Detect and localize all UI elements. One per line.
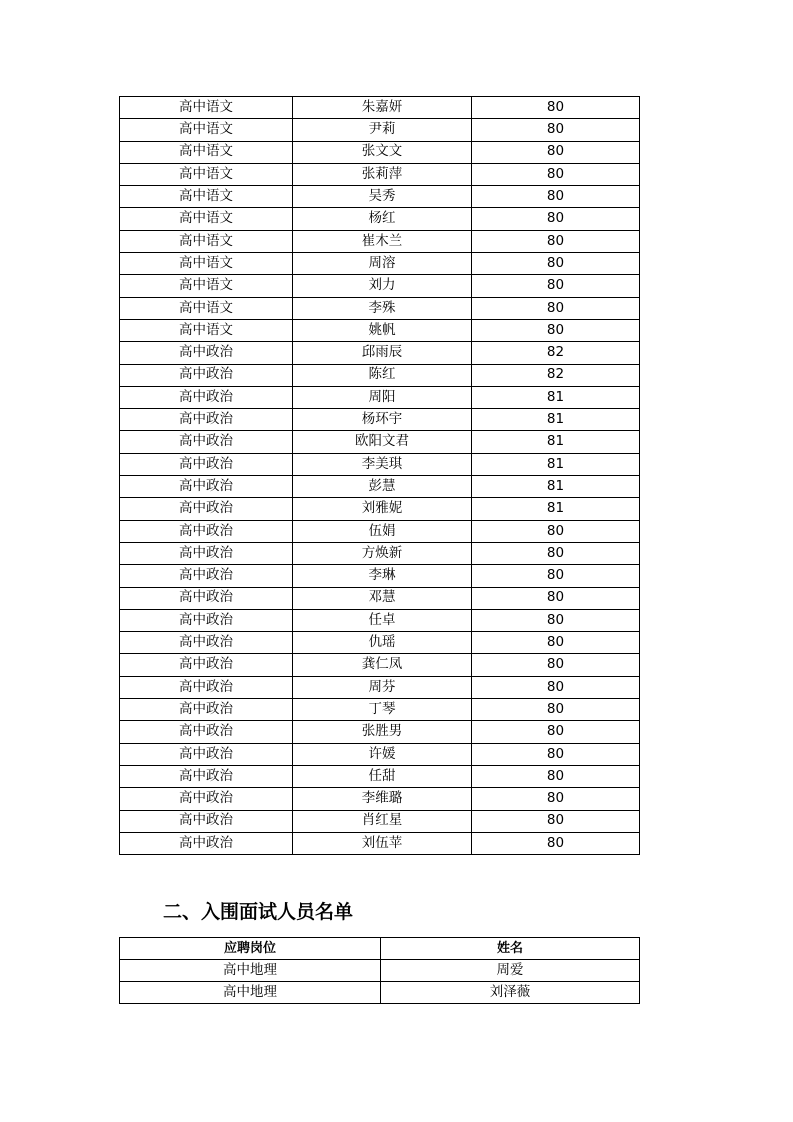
table-row <box>120 275 640 297</box>
subject-cell: 高中语文 <box>120 253 293 275</box>
name-cell: 肖红星 <box>293 810 472 832</box>
name-cell: 吴秀 <box>293 186 472 208</box>
score-cell: 80 <box>472 810 640 832</box>
table-row <box>120 632 640 654</box>
score-cell: 80 <box>472 186 640 208</box>
score-cell: 80 <box>472 163 640 185</box>
name-cell: 李维璐 <box>293 788 472 810</box>
subject-cell: 高中政治 <box>120 520 293 542</box>
name-cell: 龚仁凤 <box>293 654 472 676</box>
name-cell: 刘雅妮 <box>293 498 472 520</box>
name-cell: 刘力 <box>293 275 472 297</box>
subject-cell: 高中政治 <box>120 498 293 520</box>
name-cell: 仇瑶 <box>293 632 472 654</box>
name-cell: 张胜男 <box>293 721 472 743</box>
name-cell: 周爱 <box>381 960 640 982</box>
table-row <box>120 476 640 498</box>
subject-cell: 高中政治 <box>120 409 293 431</box>
subject-cell: 高中语文 <box>120 141 293 163</box>
table-row <box>120 119 640 141</box>
score-cell: 82 <box>472 342 640 364</box>
score-cell: 80 <box>472 765 640 787</box>
score-cell: 81 <box>472 431 640 453</box>
subject-cell: 高中政治 <box>120 386 293 408</box>
name-cell: 刘泽薇 <box>381 982 640 1004</box>
name-cell: 张莉萍 <box>293 163 472 185</box>
name-cell: 李殊 <box>293 297 472 319</box>
subject-cell: 高中政治 <box>120 431 293 453</box>
name-cell: 朱嘉妍 <box>293 97 472 119</box>
score-cell: 80 <box>472 832 640 854</box>
score-cell: 80 <box>472 119 640 141</box>
table-row <box>120 186 640 208</box>
table-row <box>120 788 640 810</box>
table-row <box>120 498 640 520</box>
table-row <box>120 654 640 676</box>
score-cell: 80 <box>472 721 640 743</box>
name-cell: 杨环宇 <box>293 409 472 431</box>
score-cell: 80 <box>472 587 640 609</box>
table-row <box>120 386 640 408</box>
name-cell: 许媛 <box>293 743 472 765</box>
score-cell: 81 <box>472 409 640 431</box>
table-row <box>120 743 640 765</box>
table-row <box>120 141 640 163</box>
subject-cell: 高中语文 <box>120 119 293 141</box>
score-cell: 80 <box>472 520 640 542</box>
score-table <box>119 96 640 855</box>
score-cell: 81 <box>472 386 640 408</box>
table-row <box>120 721 640 743</box>
header-position: 应聘岗位 <box>120 938 381 960</box>
table-row <box>120 431 640 453</box>
name-cell: 任卓 <box>293 609 472 631</box>
name-cell: 周溶 <box>293 253 472 275</box>
subject-cell: 高中政治 <box>120 587 293 609</box>
subject-cell: 高中政治 <box>120 810 293 832</box>
subject-cell: 高中政治 <box>120 364 293 386</box>
score-cell: 80 <box>472 253 640 275</box>
name-cell: 伍娟 <box>293 520 472 542</box>
table-row <box>120 97 640 119</box>
interview-table <box>119 937 640 1004</box>
table-row <box>120 409 640 431</box>
table-row <box>120 520 640 542</box>
score-cell: 80 <box>472 609 640 631</box>
table-row <box>120 832 640 854</box>
table-row <box>120 208 640 230</box>
table-row <box>120 565 640 587</box>
score-cell: 80 <box>472 97 640 119</box>
table-row <box>120 364 640 386</box>
table-row <box>120 253 640 275</box>
subject-cell: 高中政治 <box>120 632 293 654</box>
subject-cell: 高中语文 <box>120 275 293 297</box>
name-cell: 刘伍苹 <box>293 832 472 854</box>
subject-cell: 高中语文 <box>120 186 293 208</box>
name-cell: 崔木兰 <box>293 230 472 252</box>
score-cell: 81 <box>472 476 640 498</box>
subject-cell: 高中政治 <box>120 743 293 765</box>
subject-cell: 高中政治 <box>120 676 293 698</box>
subject-cell: 高中政治 <box>120 476 293 498</box>
table-row <box>120 587 640 609</box>
table-row <box>120 609 640 631</box>
subject-cell: 高中政治 <box>120 788 293 810</box>
subject-cell: 高中政治 <box>120 654 293 676</box>
score-cell: 80 <box>472 654 640 676</box>
table-row <box>120 297 640 319</box>
subject-cell: 高中语文 <box>120 163 293 185</box>
name-cell: 姚帆 <box>293 319 472 341</box>
name-cell: 丁琴 <box>293 699 472 721</box>
score-cell: 80 <box>472 788 640 810</box>
score-cell: 80 <box>472 565 640 587</box>
subject-cell: 高中语文 <box>120 297 293 319</box>
table-row <box>120 676 640 698</box>
score-cell: 80 <box>472 297 640 319</box>
score-cell: 81 <box>472 498 640 520</box>
name-cell: 邱雨辰 <box>293 342 472 364</box>
name-cell: 邓慧 <box>293 587 472 609</box>
table-row <box>120 319 640 341</box>
subject-cell: 高中语文 <box>120 230 293 252</box>
score-cell: 81 <box>472 453 640 475</box>
score-cell: 80 <box>472 699 640 721</box>
name-cell: 杨红 <box>293 208 472 230</box>
header-name: 姓名 <box>381 938 640 960</box>
table-row <box>120 230 640 252</box>
name-cell: 尹莉 <box>293 119 472 141</box>
subject-cell: 高中语文 <box>120 97 293 119</box>
subject-cell: 高中政治 <box>120 609 293 631</box>
subject-cell: 高中政治 <box>120 342 293 364</box>
subject-cell: 高中政治 <box>120 565 293 587</box>
interview-table-header-row <box>120 938 640 960</box>
table-row <box>120 542 640 564</box>
score-cell: 80 <box>472 319 640 341</box>
table-row <box>120 699 640 721</box>
score-cell: 80 <box>472 230 640 252</box>
table-row <box>120 163 640 185</box>
name-cell: 李琳 <box>293 565 472 587</box>
position-cell: 高中地理 <box>120 982 381 1004</box>
score-cell: 82 <box>472 364 640 386</box>
subject-cell: 高中语文 <box>120 319 293 341</box>
subject-cell: 高中政治 <box>120 453 293 475</box>
score-cell: 80 <box>472 275 640 297</box>
table-row <box>120 982 640 1004</box>
name-cell: 彭慧 <box>293 476 472 498</box>
subject-cell: 高中政治 <box>120 765 293 787</box>
name-cell: 陈红 <box>293 364 472 386</box>
name-cell: 任甜 <box>293 765 472 787</box>
score-table-body <box>120 97 640 855</box>
score-cell: 80 <box>472 632 640 654</box>
name-cell: 欧阳文君 <box>293 431 472 453</box>
table-row <box>120 765 640 787</box>
score-cell: 80 <box>472 141 640 163</box>
score-cell: 80 <box>472 676 640 698</box>
name-cell: 周芬 <box>293 676 472 698</box>
table-row <box>120 810 640 832</box>
table-row <box>120 342 640 364</box>
table-row <box>120 960 640 982</box>
section-heading: 二、入围面试人员名单 <box>163 901 354 923</box>
score-cell: 80 <box>472 743 640 765</box>
subject-cell: 高中政治 <box>120 542 293 564</box>
name-cell: 方焕新 <box>293 542 472 564</box>
subject-cell: 高中政治 <box>120 832 293 854</box>
interview-table-body <box>120 960 640 1004</box>
name-cell: 李美琪 <box>293 453 472 475</box>
score-cell: 80 <box>472 208 640 230</box>
name-cell: 张文文 <box>293 141 472 163</box>
score-cell: 80 <box>472 542 640 564</box>
subject-cell: 高中政治 <box>120 699 293 721</box>
subject-cell: 高中政治 <box>120 721 293 743</box>
name-cell: 周阳 <box>293 386 472 408</box>
position-cell: 高中地理 <box>120 960 381 982</box>
table-row <box>120 453 640 475</box>
subject-cell: 高中语文 <box>120 208 293 230</box>
